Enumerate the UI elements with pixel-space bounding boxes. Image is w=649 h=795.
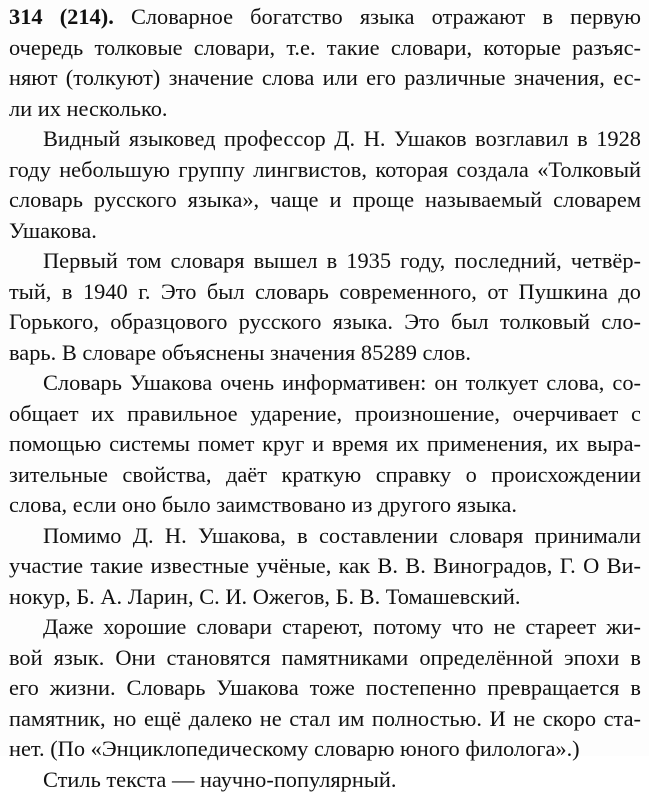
text-line: участие такие известные учёные, как В. В. Виноградов, Г. О Ви- (9, 551, 641, 582)
text-line: няют (толкуют) значение слова или его различные значения, ес- (9, 63, 641, 94)
text-line: Даже хорошие словари стареют, потому что не стареет жи- (9, 612, 641, 643)
text-line: Словарь Ушакова очень информативен: он толкует слова, со- (9, 368, 641, 399)
text-line: памятник, но ещё далеко не стал им полностью. И не скоро ста- (9, 704, 641, 735)
text-line: словарь русского языка», чаще и проще называемый словарем (9, 185, 641, 216)
paragraph-7 (9, 765, 641, 795)
text-line: нет. (По «Энциклопедическому словарю юного филолога».) (9, 734, 641, 765)
text-line: Стиль текста — научно-популярный. (9, 765, 641, 795)
text-line (9, 2, 641, 33)
text-line: его жизни. Словарь Ушакова тоже постепенно превращается в (9, 673, 641, 704)
paragraph-3 (9, 246, 641, 368)
text-line: слова, если оно было заимствовано из другого языка. (9, 490, 641, 521)
text-line: очередь толковые словари, т.е. такие словари, которые разъяс- (9, 33, 641, 64)
exercise-number: 314 (214). (9, 4, 114, 29)
text-line: помощью системы помет круг и время их применения, их выра- (9, 429, 641, 460)
paragraph-2 (9, 124, 641, 246)
text-line: Видный языковед профессор Д. Н. Ушаков возглавил в 1928 (9, 124, 641, 155)
paragraph-4 (9, 368, 641, 521)
text-line: тый, в 1940 г. Это был словарь современного, от Пушкина до (9, 277, 641, 308)
text-line: Первый том словаря вышел в 1935 году, последний, четвёр- (9, 246, 641, 277)
text-line: ли их несколько. (9, 94, 641, 125)
text-line: варь. В словаре объяснены значения 85289 слов. (9, 338, 641, 369)
text-line: общает их правильное ударение, произношение, очерчивает с (9, 399, 641, 430)
text-line: нокур, Б. А. Ларин, С. И. Ожегов, Б. В. Томашевский. (9, 582, 641, 613)
text-line: вой язык. Они становятся памятниками определённой эпохи в (9, 643, 641, 674)
paragraph-1 (9, 2, 641, 124)
paragraph-5 (9, 521, 641, 613)
text-line: году небольшую группу лингвистов, которая создала «Толковый (9, 155, 641, 186)
paragraph-6 (9, 612, 641, 765)
text-line-content: Словарное богатство языка отражают в первую (131, 4, 641, 29)
text-line: Ушакова. (9, 216, 641, 247)
text-line: Горького, образцового русского языка. Это был толковый сло- (9, 307, 641, 338)
exercise-text (9, 2, 641, 795)
text-line: Помимо Д. Н. Ушакова, в составлении словаря принимали (9, 521, 641, 552)
text-line: зительные свойства, даёт краткую справку о происхождении (9, 460, 641, 491)
